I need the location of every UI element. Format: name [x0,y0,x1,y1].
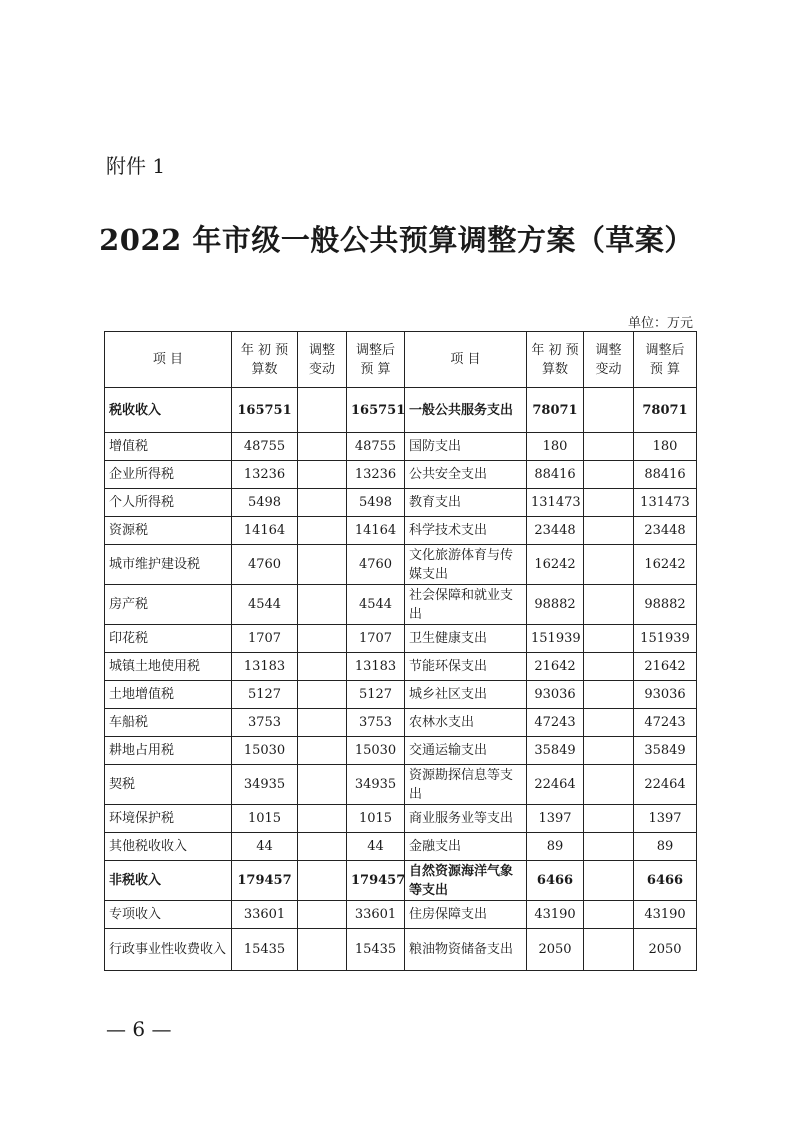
header-item-expense: 项 目 [405,332,527,388]
expense-change-cell [584,545,634,585]
revenue-initial-cell: 33601 [232,901,298,929]
revenue-change-cell [298,517,347,545]
expense-adjusted-cell: 98882 [634,585,697,625]
revenue-adjusted-cell: 4760 [347,545,405,585]
expense-adjusted-cell: 78071 [634,388,697,433]
expense-initial-cell: 22464 [527,765,584,805]
expense-initial-cell: 93036 [527,681,584,709]
revenue-initial-cell: 34935 [232,765,298,805]
expense-change-cell [584,709,634,737]
expense-change-cell [584,489,634,517]
expense-item-cell: 一般公共服务支出 [405,388,527,433]
revenue-initial-cell: 44 [232,833,298,861]
expense-adjusted-cell: 47243 [634,709,697,737]
unit-label: 单位：万元 [627,316,693,331]
expense-change-cell [584,517,634,545]
revenue-initial-cell: 14164 [232,517,298,545]
revenue-change-cell [298,765,347,805]
revenue-initial-cell: 15030 [232,737,298,765]
expense-item-cell: 农林水支出 [405,709,527,737]
expense-adjusted-cell: 89 [634,833,697,861]
expense-adjusted-cell: 16242 [634,545,697,585]
expense-adjusted-cell: 93036 [634,681,697,709]
revenue-change-cell [298,709,347,737]
revenue-initial-cell: 13236 [232,461,298,489]
expense-adjusted-cell: 88416 [634,461,697,489]
revenue-item-cell: 税收收入 [105,388,232,433]
revenue-item-cell: 车船税 [105,709,232,737]
expense-initial-cell: 6466 [527,861,584,901]
revenue-initial-cell: 3753 [232,709,298,737]
expense-initial-cell: 16242 [527,545,584,585]
expense-change-cell [584,461,634,489]
table-row [105,585,697,625]
table-header-row [105,332,697,388]
revenue-item-cell: 个人所得税 [105,489,232,517]
revenue-change-cell [298,545,347,585]
revenue-item-cell: 企业所得税 [105,461,232,489]
revenue-initial-cell: 13183 [232,653,298,681]
expense-initial-cell: 21642 [527,653,584,681]
revenue-adjusted-cell: 4544 [347,585,405,625]
expense-adjusted-cell: 2050 [634,929,697,971]
expense-change-cell [584,861,634,901]
expense-adjusted-cell: 151939 [634,625,697,653]
expense-change-cell [584,625,634,653]
expense-item-cell: 卫生健康支出 [405,625,527,653]
revenue-item-cell: 增值税 [105,433,232,461]
revenue-adjusted-cell: 15435 [347,929,405,971]
expense-item-cell: 资源勘探信息等支出 [405,765,527,805]
revenue-item-cell: 专项收入 [105,901,232,929]
revenue-initial-cell: 165751 [232,388,298,433]
expense-adjusted-cell: 180 [634,433,697,461]
revenue-change-cell [298,833,347,861]
revenue-adjusted-cell: 34935 [347,765,405,805]
expense-initial-cell: 47243 [527,709,584,737]
expense-item-cell: 文化旅游体育与传媒支出 [405,545,527,585]
revenue-item-cell: 耕地占用税 [105,737,232,765]
revenue-change-cell [298,861,347,901]
revenue-change-cell [298,929,347,971]
revenue-item-cell: 印花税 [105,625,232,653]
revenue-change-cell [298,737,347,765]
expense-change-cell [584,805,634,833]
revenue-change-cell [298,585,347,625]
revenue-adjusted-cell: 15030 [347,737,405,765]
revenue-initial-cell: 48755 [232,433,298,461]
revenue-item-cell: 其他税收收入 [105,833,232,861]
revenue-initial-cell: 4544 [232,585,298,625]
expense-initial-cell: 78071 [527,388,584,433]
table-row [105,805,697,833]
header-change: 调整 变动 [298,332,347,388]
expense-initial-cell: 1397 [527,805,584,833]
expense-item-cell: 粮油物资储备支出 [405,929,527,971]
header-item: 项 目 [105,332,232,388]
revenue-adjusted-cell: 165751 [347,388,405,433]
revenue-initial-cell: 1707 [232,625,298,653]
budget-table [104,331,697,971]
expense-item-cell: 住房保障支出 [405,901,527,929]
revenue-adjusted-cell: 13236 [347,461,405,489]
expense-initial-cell: 151939 [527,625,584,653]
revenue-item-cell: 契税 [105,765,232,805]
expense-adjusted-cell: 22464 [634,765,697,805]
table-body [105,388,697,971]
expense-change-cell [584,433,634,461]
expense-item-cell: 国防支出 [405,433,527,461]
revenue-adjusted-cell: 13183 [347,653,405,681]
header-initial-budget: 年 初 预算数 [232,332,298,388]
revenue-adjusted-cell: 5498 [347,489,405,517]
expense-adjusted-cell: 21642 [634,653,697,681]
expense-item-cell: 社会保障和就业支出 [405,585,527,625]
expense-item-cell: 城乡社区支出 [405,681,527,709]
expense-item-cell: 科学技术支出 [405,517,527,545]
expense-item-cell: 公共安全支出 [405,461,527,489]
expense-item-cell: 商业服务业等支出 [405,805,527,833]
revenue-adjusted-cell: 179457 [347,861,405,901]
expense-initial-cell: 89 [527,833,584,861]
revenue-change-cell [298,433,347,461]
expense-adjusted-cell: 6466 [634,861,697,901]
expense-initial-cell: 131473 [527,489,584,517]
expense-initial-cell: 98882 [527,585,584,625]
revenue-adjusted-cell: 5127 [347,681,405,709]
expense-change-cell [584,901,634,929]
table-row [105,433,697,461]
revenue-initial-cell: 5498 [232,489,298,517]
expense-change-cell [584,833,634,861]
table-row [105,545,697,585]
expense-initial-cell: 35849 [527,737,584,765]
revenue-change-cell [298,653,347,681]
revenue-initial-cell: 15435 [232,929,298,971]
revenue-adjusted-cell: 14164 [347,517,405,545]
table-row [105,681,697,709]
revenue-change-cell [298,489,347,517]
expense-change-cell [584,929,634,971]
revenue-change-cell [298,461,347,489]
revenue-item-cell: 非税收入 [105,861,232,901]
revenue-change-cell [298,901,347,929]
revenue-item-cell: 资源税 [105,517,232,545]
revenue-item-cell: 环境保护税 [105,805,232,833]
expense-item-cell: 金融支出 [405,833,527,861]
revenue-item-cell: 城市维护建设税 [105,545,232,585]
revenue-initial-cell: 179457 [232,861,298,901]
expense-item-cell: 教育支出 [405,489,527,517]
header-change-expense: 调整 变动 [584,332,634,388]
expense-change-cell [584,681,634,709]
revenue-adjusted-cell: 3753 [347,709,405,737]
revenue-change-cell [298,681,347,709]
revenue-adjusted-cell: 44 [347,833,405,861]
expense-initial-cell: 23448 [527,517,584,545]
expense-item-cell: 自然资源海洋气象等支出 [405,861,527,901]
expense-change-cell [584,737,634,765]
revenue-adjusted-cell: 48755 [347,433,405,461]
revenue-item-cell: 土地增值税 [105,681,232,709]
expense-adjusted-cell: 43190 [634,901,697,929]
expense-change-cell [584,653,634,681]
revenue-initial-cell: 1015 [232,805,298,833]
table-row [105,625,697,653]
revenue-adjusted-cell: 1707 [347,625,405,653]
expense-adjusted-cell: 1397 [634,805,697,833]
header-initial-budget-expense: 年 初 预算数 [527,332,584,388]
expense-change-cell [584,765,634,805]
expense-adjusted-cell: 131473 [634,489,697,517]
table-row [105,489,697,517]
table-row [105,737,697,765]
table-row [105,833,697,861]
revenue-item-cell: 房产税 [105,585,232,625]
expense-change-cell [584,388,634,433]
revenue-adjusted-cell: 33601 [347,901,405,929]
expense-initial-cell: 88416 [527,461,584,489]
attachment-label: 附件 1 [106,154,166,178]
revenue-change-cell [298,805,347,833]
expense-adjusted-cell: 23448 [634,517,697,545]
expense-adjusted-cell: 35849 [634,737,697,765]
table-row [105,709,697,737]
expense-item-cell: 节能环保支出 [405,653,527,681]
table-row [105,901,697,929]
revenue-initial-cell: 4760 [232,545,298,585]
page-title: 2022 年市级一般公共预算调整方案（草案） [99,223,694,257]
revenue-change-cell [298,625,347,653]
revenue-item-cell: 行政事业性收费收入 [105,929,232,971]
table-row [105,461,697,489]
table-row [105,653,697,681]
expense-item-cell: 交通运输支出 [405,737,527,765]
table-row [105,861,697,901]
expense-initial-cell: 43190 [527,901,584,929]
page-number: — 6 — [106,1017,172,1041]
revenue-initial-cell: 5127 [232,681,298,709]
expense-initial-cell: 180 [527,433,584,461]
table-row [105,929,697,971]
header-adjusted-budget: 调整后 预 算 [347,332,405,388]
table-row [105,517,697,545]
revenue-change-cell [298,388,347,433]
revenue-item-cell: 城镇土地使用税 [105,653,232,681]
header-adjusted-budget-expense: 调整后 预 算 [634,332,697,388]
table-row [105,388,697,433]
table-row [105,765,697,805]
expense-change-cell [584,585,634,625]
revenue-adjusted-cell: 1015 [347,805,405,833]
expense-initial-cell: 2050 [527,929,584,971]
